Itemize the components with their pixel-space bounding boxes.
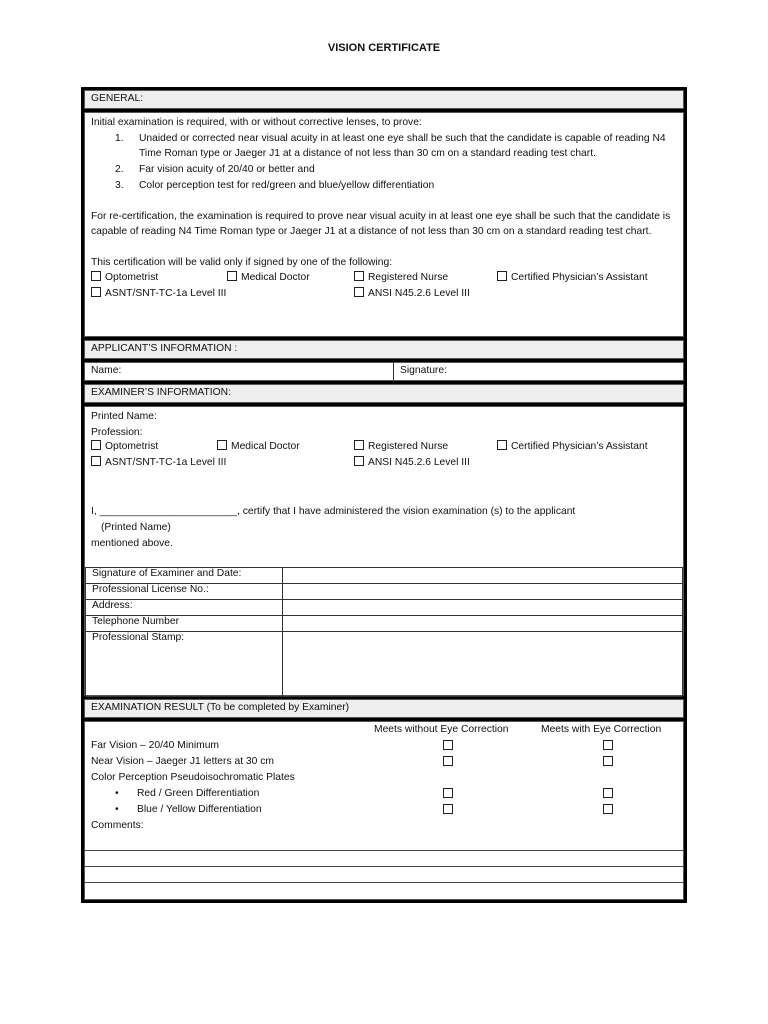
checkbox-icon[interactable] — [354, 456, 364, 466]
option-label: Registered Nurse — [368, 441, 449, 453]
signature-field[interactable]: Signature: — [400, 365, 447, 376]
exam-result-section — [84, 721, 684, 900]
far-vision-row — [91, 740, 677, 756]
address-label: Address: — [86, 600, 283, 616]
certify-statement: I, ________________________, certify that I have administered the vision examination (s) to the applicant — [91, 506, 576, 518]
license-label: Professional License No.: — [86, 584, 283, 600]
examiner-header: EXAMINER’S INFORMATION: — [84, 384, 684, 403]
color-perception-row — [91, 772, 677, 788]
column-headers — [91, 724, 677, 740]
stamp-label: Professional Stamp: — [86, 632, 283, 697]
checkbox-icon[interactable] — [91, 271, 101, 281]
checkbox-icon[interactable] — [443, 740, 457, 752]
certificate-form — [81, 87, 687, 903]
option-label: Medical Doctor — [241, 271, 310, 283]
checkbox-icon[interactable] — [603, 740, 617, 752]
item-number: 1. — [115, 132, 124, 144]
option-ansi[interactable] — [354, 287, 470, 299]
applicant-header: APPLICANT’S INFORMATION : — [84, 340, 684, 359]
checkbox-icon[interactable] — [603, 756, 617, 768]
option-label: ASNT/SNT-TC-1a Level III — [105, 287, 227, 299]
signer-options-row-1 — [91, 271, 677, 287]
blue-yellow-row — [91, 804, 677, 820]
profession-options-row-1 — [91, 440, 677, 456]
general-section — [84, 112, 684, 337]
validity-text: This certification will be valid only if signed by one of the following: — [91, 256, 393, 268]
option-asnt[interactable] — [91, 456, 226, 468]
checkbox-icon[interactable] — [603, 804, 617, 816]
comments-label: Comments: — [91, 820, 144, 831]
requirement-3 — [91, 178, 677, 194]
item-text: Far vision acuity of 20/40 or better and — [139, 164, 315, 176]
option-registered-nurse[interactable] — [354, 271, 448, 283]
comment-line[interactable] — [85, 866, 683, 882]
checkbox-icon[interactable] — [354, 287, 364, 297]
mentioned-above: mentioned above. — [91, 537, 173, 549]
option-optometrist[interactable] — [91, 440, 158, 452]
near-vision-row — [91, 756, 677, 772]
bullet-icon: • — [115, 788, 119, 799]
red-green-row — [91, 788, 677, 804]
checkbox-icon[interactable] — [91, 456, 101, 466]
applicant-section — [84, 362, 684, 381]
option-label: Certified Physician’s Assistant — [511, 441, 648, 453]
checkbox-icon[interactable] — [91, 287, 101, 297]
address-field[interactable] — [283, 600, 683, 616]
signer-options-row-2 — [91, 287, 677, 303]
checkbox-icon[interactable] — [497, 440, 507, 450]
stamp-field[interactable] — [283, 632, 683, 697]
comments-row — [91, 820, 677, 836]
checkbox-icon[interactable] — [603, 788, 617, 800]
printed-name-field[interactable]: Printed Name: — [91, 411, 157, 422]
option-label: ASNT/SNT-TC-1a Level III — [105, 457, 227, 469]
option-physician-assistant[interactable] — [497, 440, 648, 452]
col-without-correction: Meets without Eye Correction — [374, 724, 509, 735]
checkbox-icon[interactable] — [497, 271, 507, 281]
exam-result-header: EXAMINATION RESULT (To be completed by Examiner) — [84, 699, 684, 718]
license-field[interactable] — [283, 584, 683, 600]
examiner-section — [84, 406, 684, 696]
color-perception-label: Color Perception Pseudoisochromatic Plates — [91, 772, 295, 783]
option-label: Optometrist — [105, 441, 159, 453]
option-ansi[interactable] — [354, 456, 470, 468]
item-text: Color perception test for red/green and blue/yellow differentiation — [139, 179, 435, 191]
checkbox-icon[interactable] — [227, 271, 237, 281]
option-optometrist[interactable] — [91, 271, 158, 283]
option-label: Certified Physician’s Assistant — [511, 271, 648, 283]
name-field[interactable]: Name: — [85, 363, 394, 380]
bullet-icon: • — [115, 804, 119, 815]
signature-date-label: Signature of Examiner and Date: — [86, 568, 283, 584]
profession-label: Profession: — [91, 426, 143, 438]
far-vision-label: Far Vision – 20/40 Minimum — [91, 740, 220, 751]
option-medical-doctor[interactable] — [217, 440, 300, 452]
checkbox-icon[interactable] — [443, 804, 457, 816]
general-header: GENERAL: — [84, 90, 684, 109]
red-green-label: Red / Green Differentiation — [137, 788, 260, 799]
blue-yellow-label: Blue / Yellow Differentiation — [137, 804, 262, 815]
option-asnt[interactable] — [91, 287, 226, 299]
checkbox-icon[interactable] — [217, 440, 227, 450]
option-label: ANSI N45.2.6 Level III — [368, 457, 470, 469]
item-number: 2. — [115, 164, 124, 176]
checkbox-icon[interactable] — [354, 440, 364, 450]
col-with-correction: Meets with Eye Correction — [541, 724, 662, 735]
option-label: Optometrist — [105, 271, 159, 283]
profession-options-row-2 — [91, 456, 677, 472]
signature-date-field[interactable] — [283, 568, 683, 584]
option-medical-doctor[interactable] — [227, 271, 310, 283]
option-label: ANSI N45.2.6 Level III — [368, 287, 470, 299]
telephone-field[interactable] — [283, 616, 683, 632]
option-label: Registered Nurse — [368, 271, 449, 283]
requirement-2 — [91, 162, 677, 178]
near-vision-label: Near Vision – Jaeger J1 letters at 30 cm — [91, 756, 274, 767]
comment-line[interactable] — [85, 850, 683, 866]
item-text: Unaided or corrected near visual acuity in at least one eye shall be such that the candidate is capable of reading N4 Time Roman type or Jaeger J1 at a distance of not less than 30 cm on a standard reading test chart. — [139, 132, 666, 160]
requirement-1 — [91, 131, 677, 162]
document-title: VISION CERTIFICATE — [327, 42, 441, 54]
option-label: Medical Doctor — [231, 441, 300, 453]
option-physician-assistant[interactable] — [497, 271, 648, 283]
general-intro: Initial examination is required, with or without corrective lenses, to prove: — [91, 117, 422, 128]
examiner-details-table — [85, 567, 683, 697]
recertification-text: For re-certification, the examination is required to prove near visual acuity in at least one eye shall be such that the candidate is capable of reading N4 Time Roman type or Jaeger J1 at a distance of not less than 30 cm on a standard reading test chart. — [91, 210, 671, 238]
checkbox-icon[interactable] — [354, 271, 364, 281]
printed-name-note: (Printed Name) — [101, 522, 171, 534]
telephone-label: Telephone Number — [86, 616, 283, 632]
comment-line[interactable] — [85, 882, 683, 898]
checkbox-icon[interactable] — [443, 788, 457, 800]
option-registered-nurse[interactable] — [354, 440, 448, 452]
checkbox-icon[interactable] — [91, 440, 101, 450]
checkbox-icon[interactable] — [443, 756, 457, 768]
item-number: 3. — [115, 179, 124, 191]
